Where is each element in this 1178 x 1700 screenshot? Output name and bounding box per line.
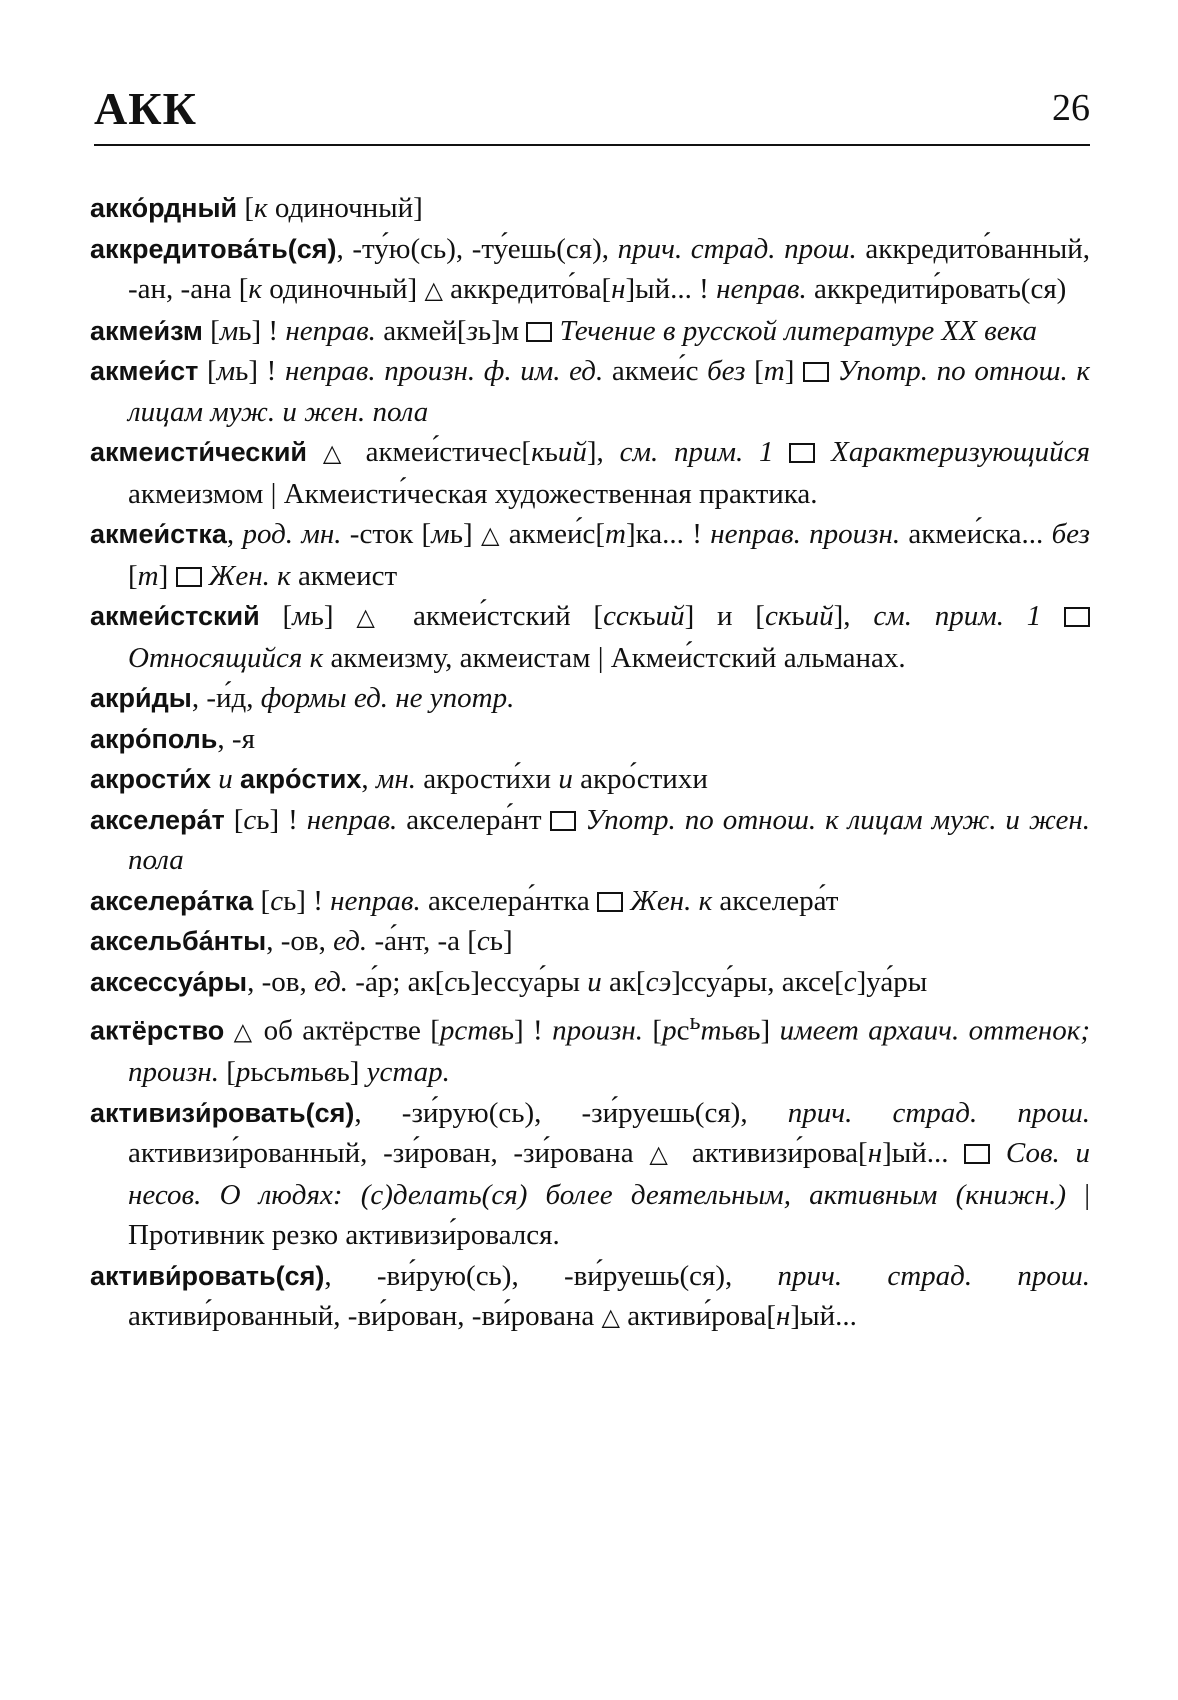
running-head: АКК (94, 83, 197, 134)
dictionary-entry: акро́поль, -я (90, 722, 255, 755)
dictionary-entry: аккредитова́ть(ся), -ту́ю(сь), -ту́ешь(ся), прич. страд. прош. аккредито́ванный, -ан, -ана [к одиночный] △ аккредито́ва[н]ый... ! неправ. аккредити́ровать(ся) (90, 232, 1090, 305)
dictionary-entry: акмеи́ст [мь] ! неправ. произн. ф. им. ед. акмеи́с без [т] Употр. по отнош. к лицам муж. и жен. пола (90, 355, 1090, 428)
dictionary-entry: аксельба́нты, -ов, ед. -а́нт, -а [сь] (90, 925, 513, 957)
dictionary-entry: аксессуа́ры, -ов, ед. -а́р; ак[сь]ессуа́ры и ак[сэ]ссуа́ры, аксе[с]уа́ры (90, 965, 928, 998)
dictionary-entry: активизи́ровать(ся), -зи́рую(сь), -зи́руешь(ся), прич. страд. прош. активизи́рованный, -зи́рован, -зи́рована △ активизи́рова[н]ый... Сов. и несов. О людях: (с)делать(ся) более деятельным, активным (книжн.) | Противник резко активизи́ровался. (90, 1096, 1090, 1252)
dictionary-entry: акселера́т [сь] ! неправ. акселера́нт Употр. по отнош. к лицам муж. и жен. пола (90, 803, 1090, 876)
dictionary-entry: акри́ды, -и́д, формы ед. не употр. (90, 682, 515, 714)
dictionary-entry: актёрство △ об актёрстве [рствь] ! произн. $[рс^ьтьвь]$ имеет архаич. оттенок; произн. [рьсьтьвь] устар. (90, 1008, 1091, 1089)
dictionary-entry: акмеи́стка, род. мн. -сток [мь] △ акмеи́с[т]ка... ! неправ. произн. акмеи́ска... без [т] Жен. к акмеист (90, 518, 1090, 592)
dictionary-entry: акмеисти́ческий △ акмеи́стичес[кьий], см. прим. 1 Характеризующийся акмеизмом | Акмеисти́ческая художественная практика. (90, 436, 1091, 510)
dictionary-entry: акмеи́стский [мь] △ акмеи́стский [сскьий] и [скьий], см. прим. 1 Относящийся к акмеизму, акмеистам | Акмеи́стский альманах. (90, 596, 1090, 678)
dictionary-entry: акмеи́зм [мь] ! неправ. акмей[зь]м Течение в русской литературе XX века (90, 314, 1037, 347)
page-number: 26 (1052, 87, 1090, 129)
dictionary-entries (90, 188, 1090, 1338)
dictionary-entry: акселера́тка [сь] ! неправ. акселера́нтка Жен. к акселера́т (90, 884, 839, 917)
dictionary-entry: акко́рдный [к одиночный] (90, 192, 423, 224)
dictionary-entry: активи́ровать(ся), -ви́рую(сь), -ви́руешь(ся), прич. страд. прош. активи́рованный, -ви́рован, -ви́рована △ активи́рова[н]ый... (90, 1259, 1090, 1333)
dictionary-entry: акрости́х и акро́стих, мн. акрости́хи и акро́стихи (90, 763, 708, 795)
page-header (94, 82, 1090, 146)
